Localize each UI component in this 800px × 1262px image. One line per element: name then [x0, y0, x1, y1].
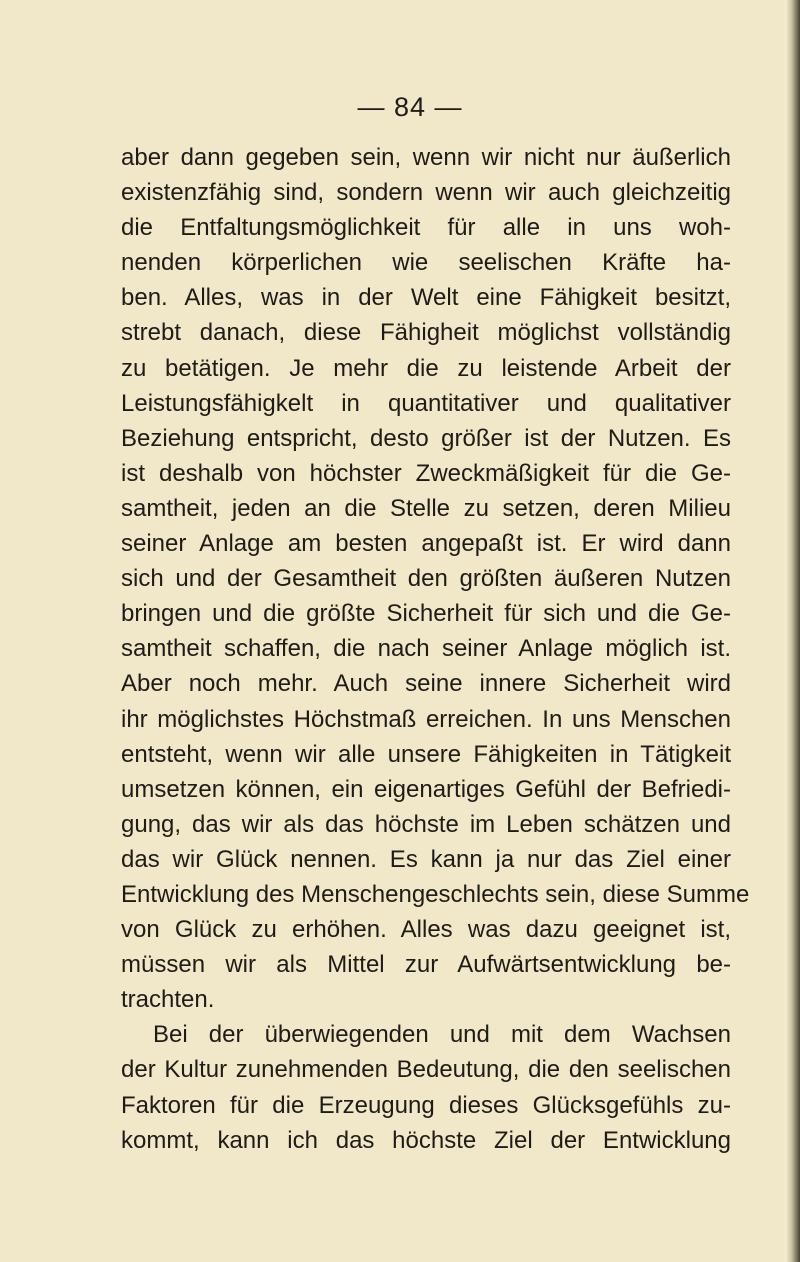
text-line: ist deshalb von höchster Zweckmäßigkeit für die Ge-	[121, 459, 731, 487]
text-line: entsteht, wenn wir alle unsere Fähigkeiten in Tätigkeit	[121, 740, 731, 768]
text-line: samtheit, jeden an die Stelle zu setzen, deren Milieu	[121, 494, 731, 522]
text-line: seiner Anlage am besten angepaßt ist. Er wird dann	[121, 530, 731, 558]
text-line: von Glück zu erhöhen. Alles was dazu geeignet ist,	[121, 916, 731, 944]
text-line: Leistungsfähigkelt in quantitativer und qualitativer	[121, 389, 731, 417]
text-line-paragraph-end: trachten.	[121, 986, 215, 1014]
text-line: Entwicklung des Menschengeschlechts sein, diese Summe	[121, 880, 750, 908]
text-line: der Kultur zunehmenden Bedeutung, die den seelischen	[121, 1056, 731, 1084]
text-line: Beziehung entspricht, desto größer ist der Nutzen. Es	[121, 424, 731, 452]
text-line: aber dann gegeben sein, wenn wir nicht nur äußerlich	[121, 144, 731, 171]
text-line: die Entfaltungsmöglichkeit für alle in uns woh-	[121, 214, 731, 242]
text-line: bringen und die größte Sicherheit für sich und die Ge-	[121, 600, 731, 628]
text-line: existenzfähig sind, sondern wenn wir auch gleichzeitig	[121, 179, 731, 207]
text-line: zu betätigen. Je mehr die zu leistende Arbeit der	[121, 354, 731, 382]
body-text	[121, 140, 750, 1158]
page-edge-shadow	[786, 0, 800, 1262]
text-line: gung, das wir als das höchste im Leben schätzen und	[121, 810, 731, 838]
text-line: das wir Glück nennen. Es kann ja nur das Ziel einer	[121, 845, 731, 873]
text-line: müssen wir als Mittel zur Aufwärtsentwicklung be-	[121, 951, 731, 979]
page-number: — 84 —	[357, 92, 463, 122]
text-line: sich und der Gesamtheit den größten äußeren Nutzen	[121, 565, 731, 593]
text-line: ihr möglichstes Höchstmaß erreichen. In uns Menschen	[121, 705, 731, 733]
text-line: strebt danach, diese Fähigheit möglichst vollständig	[121, 319, 731, 347]
text-line: nenden körperlichen wie seelischen Kräfte ha-	[121, 249, 731, 277]
text-line: ben. Alles, was in der Welt eine Fähigkeit besitzt,	[121, 284, 731, 312]
text-line: Aber noch mehr. Auch seine innere Sicherheit wird	[121, 670, 731, 698]
text-line-paragraph-start: Bei der überwiegenden und mit dem Wachsen	[153, 1021, 731, 1049]
text-line: kommt, kann ich das höchste Ziel der Entwicklung	[121, 1126, 731, 1154]
text-line: samtheit schaffen, die nach seiner Anlage möglich ist.	[121, 635, 731, 663]
text-line: umsetzen können, ein eigenartiges Gefühl der Befriedi-	[121, 775, 731, 803]
text-line: Faktoren für die Erzeugung dieses Glücksgefühls zu-	[121, 1091, 731, 1119]
